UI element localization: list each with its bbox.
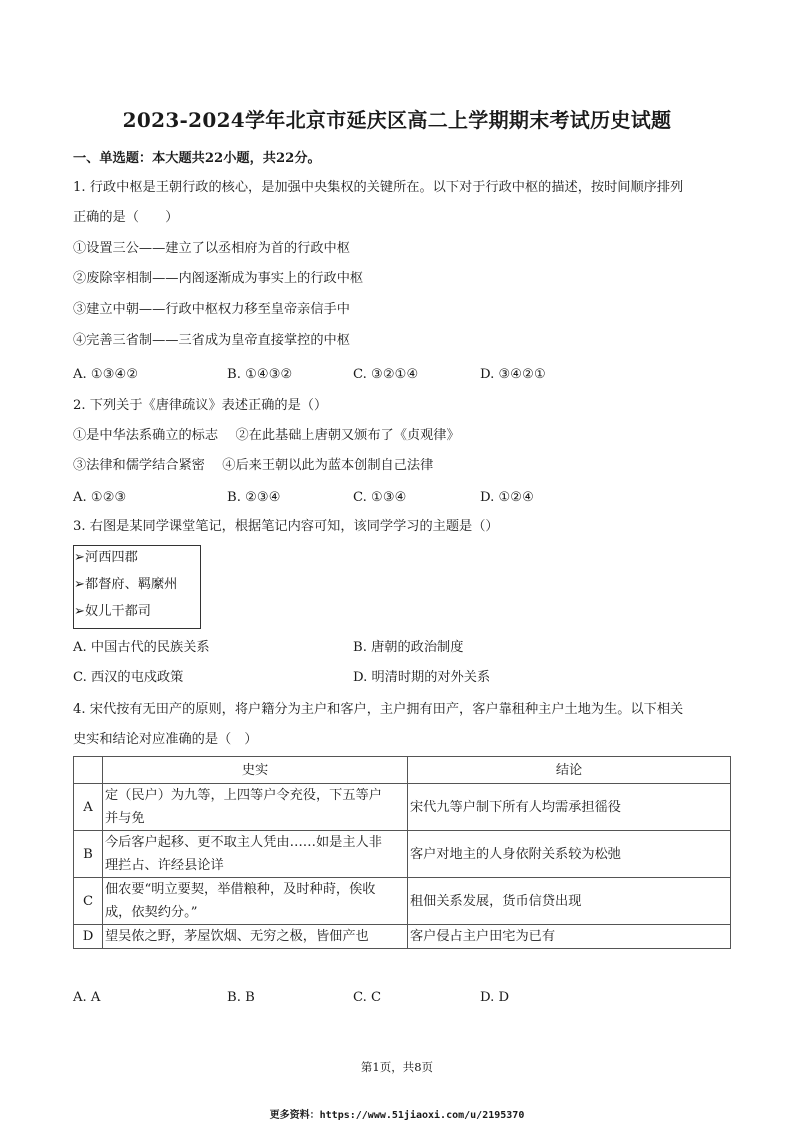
table-row <box>74 831 731 878</box>
q2-option-c[interactable]: C. ①③④ <box>353 490 407 505</box>
q4-header-fact: 史实 <box>103 757 408 784</box>
row-conclusion: 宋代九等户制下所有人均需承担徭役 <box>408 784 731 831</box>
q4-option-d[interactable]: D. D <box>480 990 510 1005</box>
row-label: D <box>74 925 103 949</box>
row-label: B <box>74 831 103 878</box>
q3-note-1: ➢河西四郡 <box>74 550 138 565</box>
q1-option-d[interactable]: D. ③④②① <box>480 367 546 382</box>
q4-stem-line1: 4. 宋代按有无田产的原则，将户籍分为主户和客户，主户拥有田产，客户靠租种主户土地为生。以下相关 <box>73 702 684 717</box>
row-fact: 望吴侬之野，茅屋饮烟、无穷之极，皆佃产也 <box>103 925 408 949</box>
q2-option-d[interactable]: D. ①②④ <box>480 490 534 505</box>
row-label: A <box>74 784 103 831</box>
q2-option-b[interactable]: B. ②③④ <box>227 490 281 505</box>
q4-table-header <box>74 757 731 784</box>
row-label: C <box>74 878 103 925</box>
q4-option-a[interactable]: A. A <box>73 990 101 1005</box>
row-fact <box>103 784 408 831</box>
source-link[interactable]: 更多资料：https://www.51jiaoxi.com/u/2195370 <box>269 1110 525 1121</box>
q1-item-3: ③建立中朝——行政中枢权力移至皇帝亲信手中 <box>73 302 350 317</box>
row-fact <box>103 831 408 878</box>
fact-line: 佃农要“明立要契，举借粮种，及时种莳，俟收 <box>105 882 376 897</box>
q3-note-3: ➢奴儿干都司 <box>74 604 151 619</box>
fact-line: 成，依契约分。” <box>105 905 198 920</box>
table-row <box>74 925 731 949</box>
q3-note-2: ➢都督府、羁縻州 <box>74 577 178 592</box>
q1-option-c[interactable]: C. ③②①④ <box>353 367 419 382</box>
page-number: 第1页，共8页 <box>360 1060 434 1074</box>
q1-item-2: ②废除宰相制——内阁逐渐成为事实上的行政中枢 <box>73 271 364 286</box>
q2-items-line1: ①是中华法系确立的标志 ②在此基础上唐朝又颁布了《贞观律》 <box>73 428 460 443</box>
q4-header-blank <box>74 757 103 784</box>
q3-option-a[interactable]: A. 中国古代的民族关系 <box>73 640 210 655</box>
q3-option-d[interactable]: D. 明清时期的对外关系 <box>353 670 491 685</box>
q1-stem-line1: 1. 行政中枢是王朝行政的核心，是加强中央集权的关键所在。以下对于行政中枢的描述，按时间顺序排列 <box>73 180 684 195</box>
q2-items-line2: ③法律和儒学结合紧密 ④后来王朝以此为蓝本创制自己法律 <box>73 458 434 473</box>
q1-option-b[interactable]: B. ①④③② <box>227 367 293 382</box>
fact-line: 并与免 <box>105 811 145 826</box>
table-row <box>74 784 731 831</box>
exam-title: 2023-2024学年北京市延庆区高二上学期期末考试历史试题 <box>122 108 672 132</box>
row-fact <box>103 878 408 925</box>
q3-stem: 3. 右图是某同学课堂笔记，根据笔记内容可知，该同学学习的主题是（） <box>73 519 499 534</box>
q1-option-a[interactable]: A. ①③④② <box>73 367 139 382</box>
q1-item-1: ①设置三公——建立了以丞相府为首的行政中枢 <box>73 241 350 256</box>
fact-line: 定（民户）为九等，上四等户令充役，下五等户 <box>105 788 382 803</box>
q2-stem: 2. 下列关于《唐律疏议》表述正确的是（） <box>73 398 328 413</box>
q1-stem-line2: 正确的是（ ） <box>73 210 179 225</box>
q4-stem-line2: 史实和结论对应准确的是（ ） <box>73 732 258 747</box>
fact-line: 理拦占、许经县论详 <box>105 858 224 873</box>
fact-line: 今后客户起移、更不取主人凭由……如是主人非 <box>105 835 382 850</box>
row-conclusion: 客户对地主的人身依附关系较为松弛 <box>408 831 731 878</box>
q3-option-c[interactable]: C. 西汉的屯戍政策 <box>73 670 184 685</box>
q2-option-a[interactable]: A. ①②③ <box>73 490 127 505</box>
table-row <box>74 878 731 925</box>
q4-header-conclusion: 结论 <box>408 757 731 784</box>
q3-option-b[interactable]: B. 唐朝的政治制度 <box>353 640 464 655</box>
row-conclusion: 租佃关系发展，货币信贷出现 <box>408 878 731 925</box>
q4-table <box>73 756 731 949</box>
q4-option-b[interactable]: B. B <box>227 990 255 1005</box>
row-conclusion: 客户侵占主户田宅为已有 <box>408 925 731 949</box>
q4-option-c[interactable]: C. C <box>353 990 382 1005</box>
section-heading: 一、单选题：本大题共22小题，共22分。 <box>73 151 321 166</box>
q3-notes-box <box>73 545 201 629</box>
q1-item-4: ④完善三省制——三省成为皇帝直接掌控的中枢 <box>73 333 350 348</box>
